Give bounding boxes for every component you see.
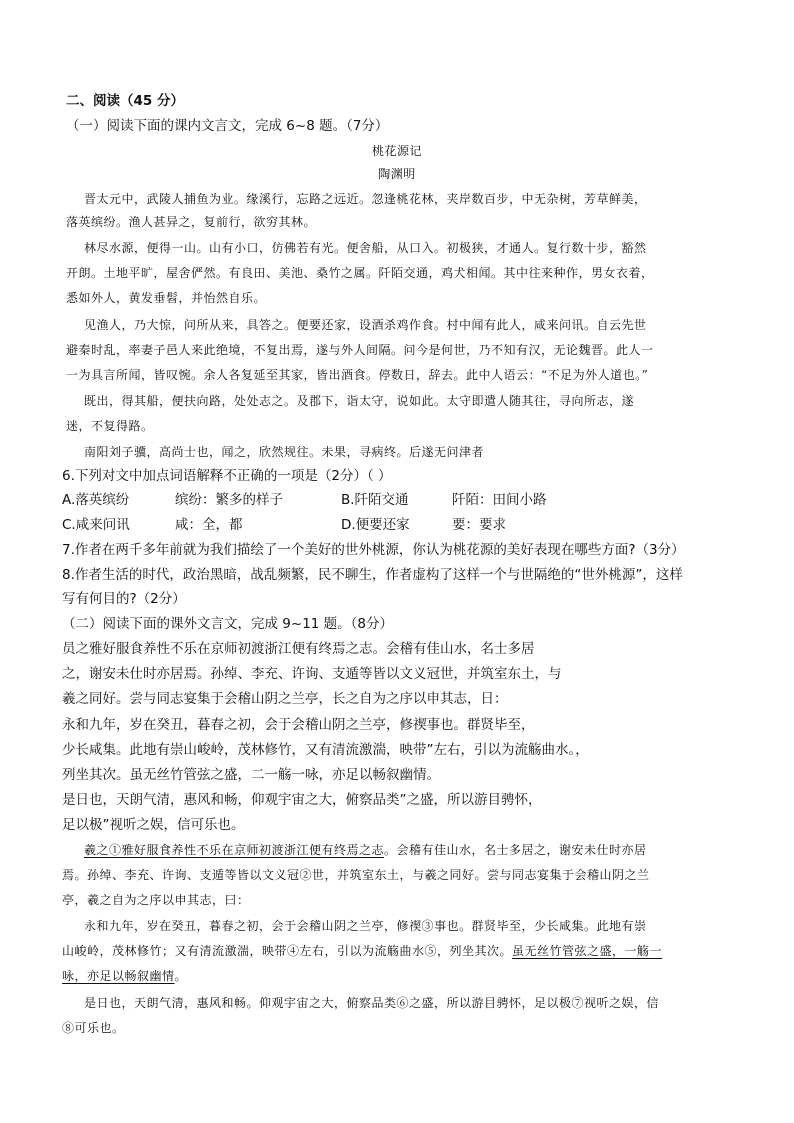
plain-passage-line: 少长咸集。此地有崇山峻岭，茂林修竹，又有清流激湍，映带”左右，引以为流觞曲水。， xyxy=(62,742,589,758)
passage-line: 既出，得其船，便扶向路，处处志之。及郡下，诣太守，说如此。太守即遣人随其往，寻向所志，遂 xyxy=(84,394,635,408)
annotated-passage-line xyxy=(62,967,187,985)
passage-line: 林尽水源，便得一山。山有小口，仿佛若有光。便舍船，从口入。初极狭，才通人。复行数十步，豁然 xyxy=(84,241,647,255)
annotated-passage-line xyxy=(84,841,647,859)
q6-option-a-gloss: 缤纷：繁多的样子 xyxy=(175,492,283,508)
plain-passage-line: 足以极”视听之娱，信可乐也。 xyxy=(62,817,245,833)
q6-option-b-gloss: 阡陌：田间小路 xyxy=(452,492,547,508)
plain-passage-line: 是日也，天朗气清，惠风和畅，仰观宇宙之大，俯察品类”之盛，所以游目骋怀， xyxy=(62,792,542,808)
annotated-passage-line xyxy=(62,942,662,960)
plain-passage-line: 羲之同好。尝与同志宴集于会稽山阴之兰亭，长之自为之序以申其志，日： xyxy=(62,691,508,707)
question-7: 7.作者在两千多年前就为我们描绘了一个美好的世外桃源，你认为桃花源的美好表现在哪些方面?（3分） xyxy=(62,542,685,558)
q6-option-d-gloss: 要：要求 xyxy=(452,517,506,533)
annotated-passage-line: 焉。孙绰、李充、许询、支遁等皆以文义冠②世，并筑室东土，与羲之同好。尝与同志宴集于会稽山阴之兰 xyxy=(62,868,650,882)
passage-line: 悉如外人，黄发垂髫，并怡然自乐。 xyxy=(66,291,267,305)
part2-intro: （二）阅读下面的课外文言文，完成 9~11 题。（8分） xyxy=(62,616,393,632)
annotated-passage-line: 永和九年，岁在癸丑，暮春之初，会于会稽山阴之兰亭，修禊③事也。群贤毕至，少长咸集。此地有崇 xyxy=(84,919,647,933)
annotated-passage-line: ⑧可乐也。 xyxy=(62,1021,125,1035)
line-start: 山峻岭，茂林修竹；又有清流激湍，映带④左右，引以为流觞曲水⑤，列坐其次。 xyxy=(62,944,513,958)
passage-line: 落英缤纷。渔人甚异之，复前行，欲穷其林。 xyxy=(66,215,317,229)
underlined-phrase: 虽无丝竹管弦之盛，一觞一 xyxy=(512,944,663,958)
passage-line: 见渔人，乃大惊，问所从来，具答之。便要还家，设酒杀鸡作食。村中闻有此人，咸来问讯。自云先世 xyxy=(84,318,647,332)
passage-title: 桃花源记 xyxy=(371,144,422,158)
annotated-passage-line: 亭，羲之自为之序以申其志，曰： xyxy=(62,893,250,907)
q6-option-c-gloss: 咸：全，都 xyxy=(175,517,243,533)
section-heading: 二、阅读（45 分） xyxy=(66,93,184,109)
line-rest: 。会稽有佳山水，名士多居之，谢安未仕时亦居 xyxy=(384,843,647,857)
part1-intro: （一）阅读下面的课内文言文，完成 6~8 题。（7分） xyxy=(66,118,389,134)
annotated-passage-line: 是日也，天朗气清，惠风和畅。仰观宇宙之大，俯察品类⑥之盛，所以游目骋怀，足以极⑦视听之娱，信 xyxy=(84,996,660,1010)
passage-line: 避秦时乱，率妻子邑人来此绝境，不复出焉，遂与外人间隔。问今是何世，乃不知有汉，无论魏晋。此人一 xyxy=(66,343,654,357)
passage-line: 南阳刘子骥，高尚士也，闻之，欣然规往。未果，寻病终。后遂无问津者 xyxy=(84,445,485,459)
q6-option-d-word: D.便要还家 xyxy=(341,517,410,533)
passage-line: 迷，不复得路。 xyxy=(66,419,154,433)
plain-passage-line: 永和九年，岁在癸丑，暮春之初，会于会稽山阴之兰亭，修禊事也。群贤毕至， xyxy=(62,717,535,733)
line-rest: 。 xyxy=(174,969,188,983)
plain-passage-line: 员之雅好服食养性不乐在京师初渡浙江便有终焉之志。会稽有佳山水，名士多居 xyxy=(62,641,535,657)
passage-line: 晋太元中，武陵人捕鱼为业。缘溪行，忘路之远近。忽逢桃花林，夹岸数百步，中无杂树，芳草鲜美， xyxy=(84,192,647,206)
q6-option-a-word: A.落英缤纷 xyxy=(62,492,130,508)
q6-option-b-word: B.阡陌交通 xyxy=(341,492,409,508)
passage-line: 一为具言所闻，皆叹惋。余人各复延至其家，皆出酒食。停数日，辞去。此中人语云：“不足为外人道也。” xyxy=(66,368,649,382)
plain-passage-line: 之，谢安未仕时亦居焉。孙绰、李充、许询、支遁等皆以文义冠世，并筑室东土，与 xyxy=(62,666,562,682)
question-8-line: 写有何目的?（2分） xyxy=(62,591,186,607)
q6-option-c-word: C.咸来问讯 xyxy=(62,517,130,533)
underlined-phrase: 羲之①雅好服食养性不乐在京师初渡浙江便有终焉之志 xyxy=(84,843,385,857)
question-8-line: 8.作者生活的时代，政治黑暗，战乱频繁，民不聊生，作者虚构了这样一个与世隔绝的“世外桃源”，这样 xyxy=(62,567,683,583)
underlined-phrase: 咏，亦足以畅叙幽情 xyxy=(62,969,175,983)
passage-author: 陶渊明 xyxy=(378,167,416,181)
question-6-stem: 6.下列对文中加点词语解释不正确的一项是（2分）（ ） xyxy=(62,468,392,484)
plain-passage-line: 列坐其次。虽无丝竹管弦之盛，二一觞一咏，亦足以畅叙幽情。 xyxy=(62,767,440,783)
passage-line: 开朗。土地平旷，屋舍俨然。有良田、美池、桑竹之属。阡陌交通，鸡犬相闻。其中往来种作，男女衣着， xyxy=(66,266,654,280)
